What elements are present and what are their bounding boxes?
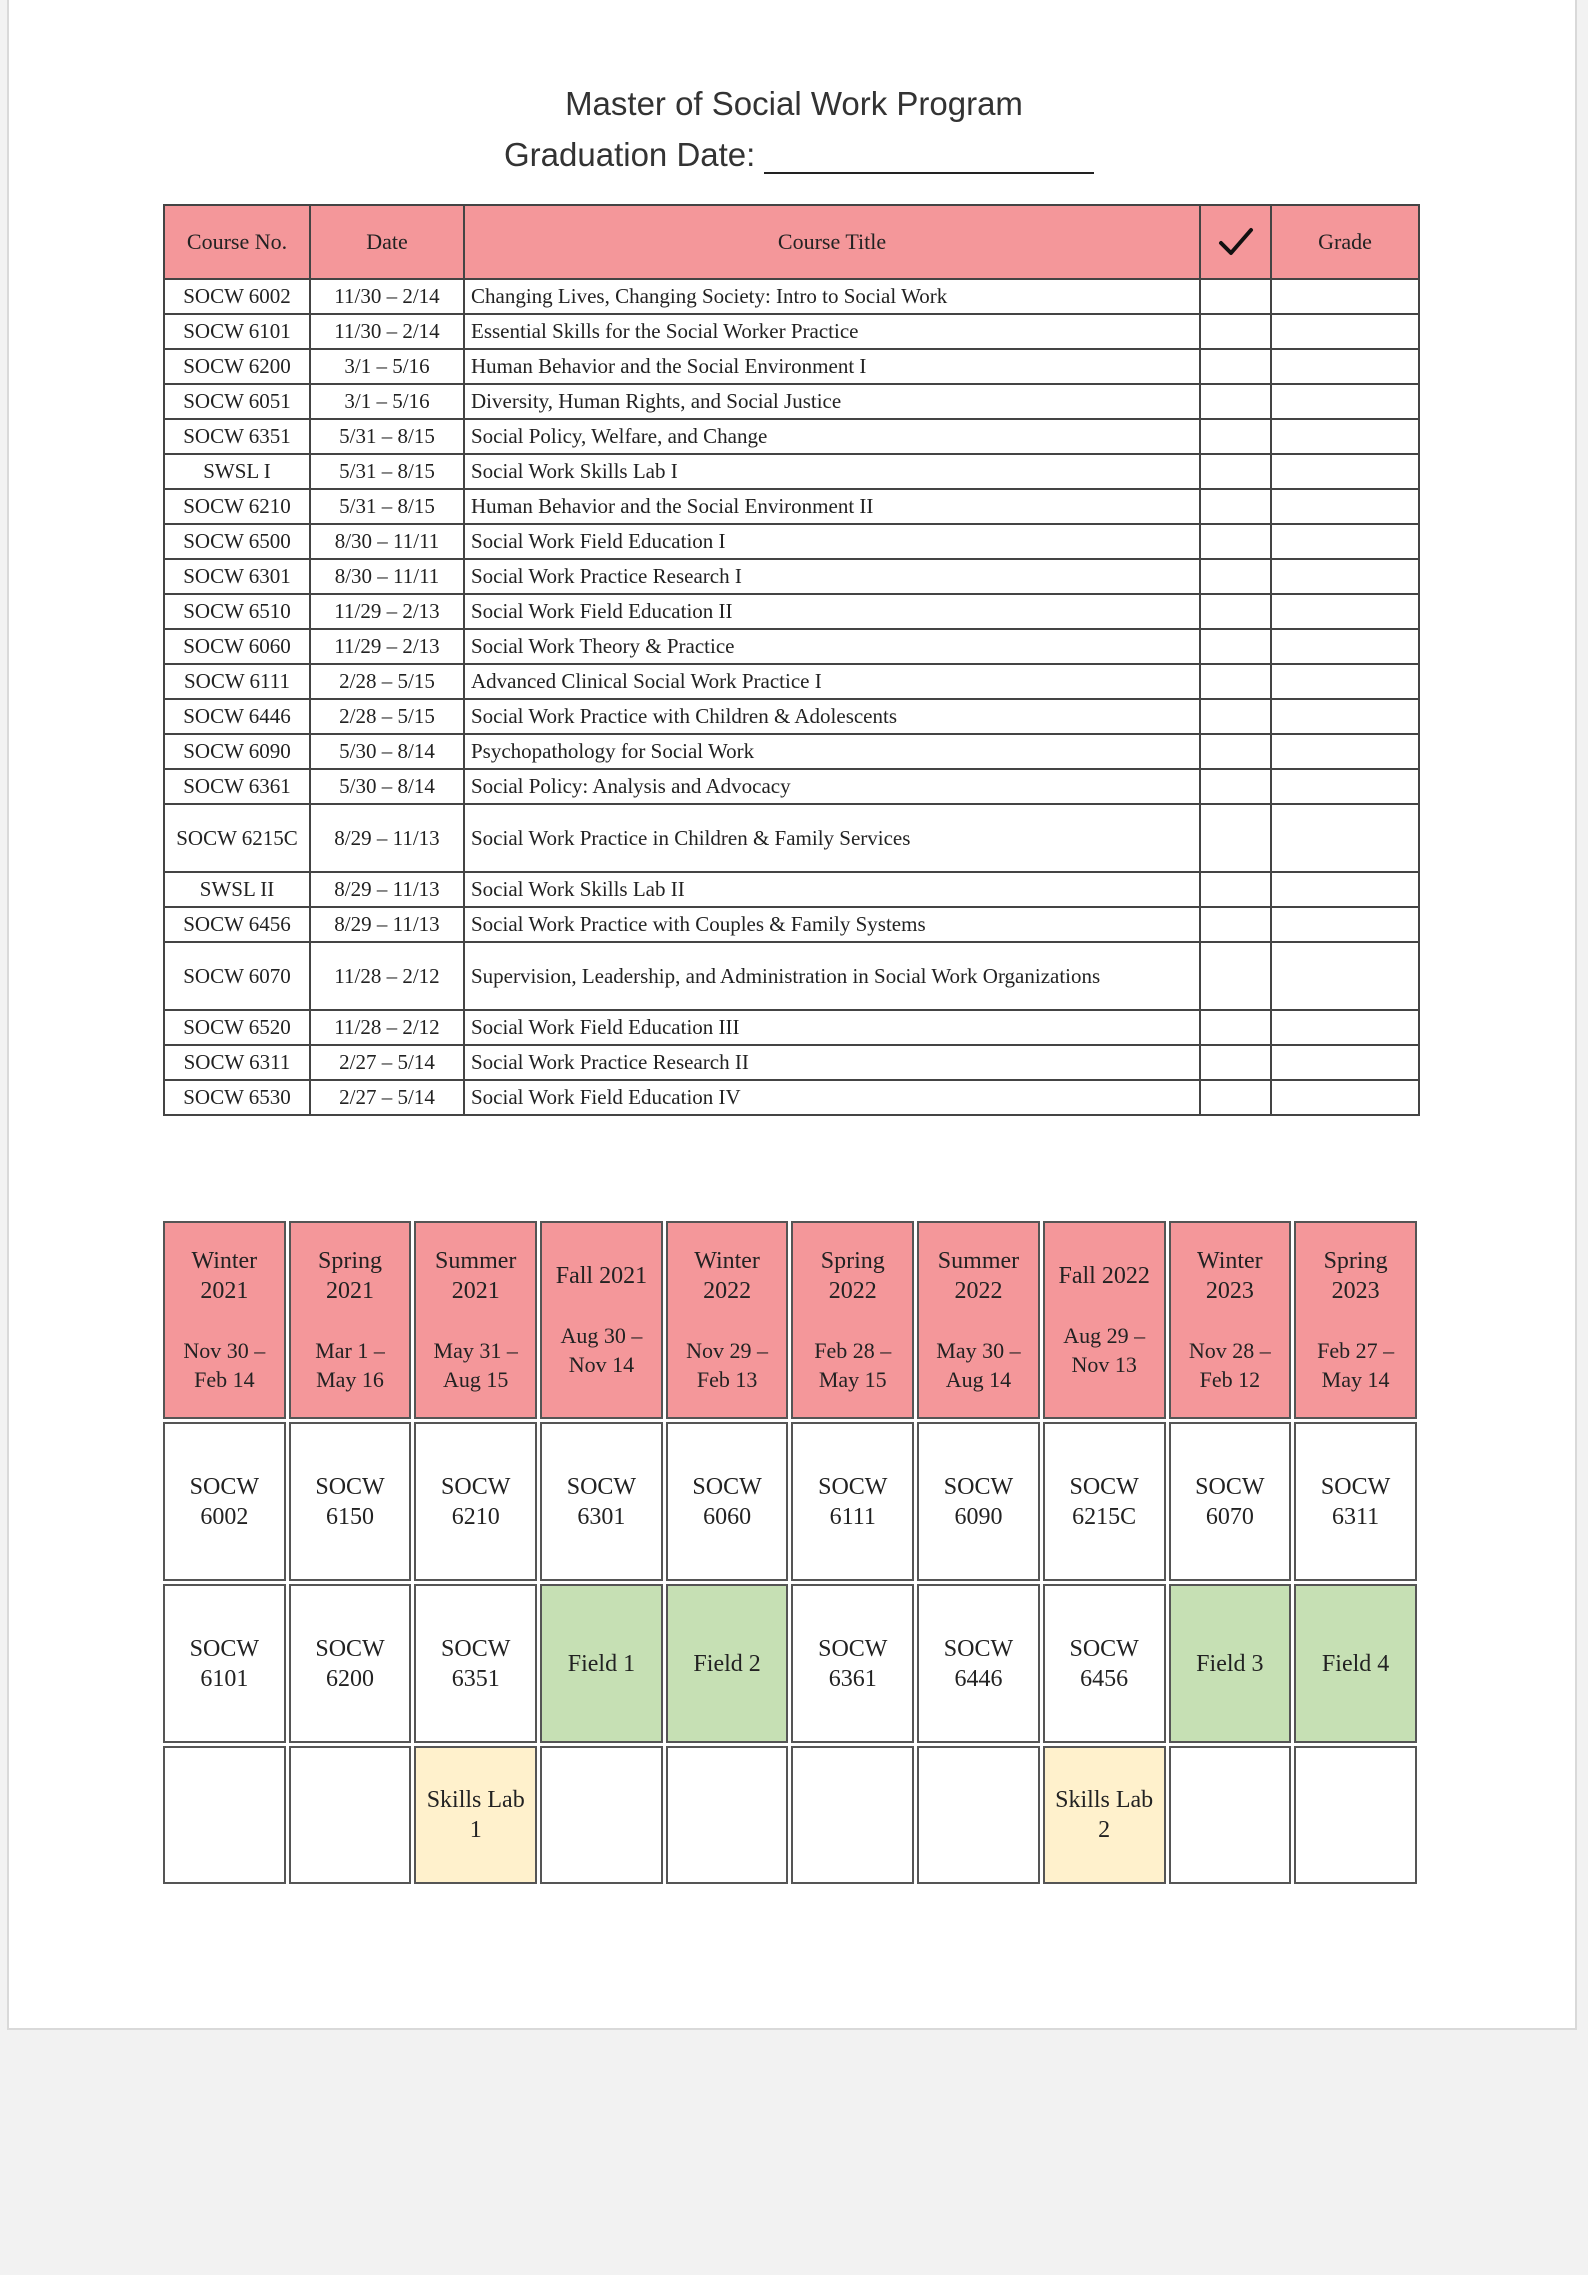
check-cell[interactable]	[1200, 559, 1271, 594]
table-row	[164, 314, 1419, 349]
schedule-cell-label: SOCW 6351	[441, 1635, 511, 1692]
schedule-cell	[1294, 1584, 1417, 1743]
course-table	[163, 204, 1420, 1116]
course-title-cell: Social Work Field Education III	[464, 1010, 1200, 1045]
term-header-cell	[791, 1221, 914, 1419]
schedule-cell	[666, 1422, 789, 1581]
term-name: Winter 2022	[694, 1248, 760, 1304]
check-header	[1200, 205, 1271, 279]
term-date-range: Feb 27 – May 14	[1317, 1338, 1395, 1392]
schedule-cell	[414, 1584, 537, 1743]
grade-cell[interactable]	[1271, 489, 1419, 524]
grade-cell[interactable]	[1271, 769, 1419, 804]
term-name: Spring 2021	[318, 1248, 383, 1304]
course-title-cell: Social Work Field Education IV	[464, 1080, 1200, 1115]
schedule-cell	[1294, 1746, 1417, 1884]
date-cell: 11/30 – 2/14	[310, 279, 464, 314]
date-cell: 11/29 – 2/13	[310, 594, 464, 629]
schedule-row	[163, 1746, 1417, 1884]
schedule-cell-label: SOCW 6301	[566, 1473, 637, 1530]
date-header: Date	[310, 205, 464, 279]
course-no-cell: SOCW 6070	[164, 942, 310, 1010]
grade-cell[interactable]	[1271, 314, 1419, 349]
graduation-date-label: Graduation Date:	[504, 136, 756, 173]
schedule-cell-label: SOCW 6200	[315, 1635, 385, 1692]
check-cell[interactable]	[1200, 734, 1271, 769]
grade-cell[interactable]	[1271, 384, 1419, 419]
grade-cell[interactable]	[1271, 699, 1419, 734]
table-row	[164, 1010, 1419, 1045]
schedule-cell-label: SOCW 6101	[189, 1635, 260, 1692]
grade-cell[interactable]	[1271, 1045, 1419, 1080]
schedule-cell	[163, 1584, 286, 1743]
check-cell[interactable]	[1200, 489, 1271, 524]
course-title-cell: Supervision, Leadership, and Administration in Social Work Organizations	[464, 942, 1200, 1010]
course-title-cell: Social Work Practice with Children & Adolescents	[464, 699, 1200, 734]
check-cell[interactable]	[1200, 279, 1271, 314]
term-name: Summer 2022	[937, 1248, 1020, 1304]
term-date-range: May 30 – Aug 14	[936, 1338, 1021, 1392]
course-no-cell: SOCW 6500	[164, 524, 310, 559]
table-row	[164, 734, 1419, 769]
course-no-cell: SOCW 6311	[164, 1045, 310, 1080]
schedule-cell	[163, 1422, 286, 1581]
term-header-cell	[1294, 1221, 1417, 1419]
schedule-cell	[1169, 1746, 1292, 1884]
grade-cell[interactable]	[1271, 279, 1419, 314]
term-header-cell	[666, 1221, 789, 1419]
term-name: Summer 2021	[435, 1248, 517, 1304]
table-row	[164, 907, 1419, 942]
course-title-cell: Diversity, Human Rights, and Social Justice	[464, 384, 1200, 419]
graduation-date-blank[interactable]	[764, 172, 1094, 174]
check-cell[interactable]	[1200, 594, 1271, 629]
date-cell: 2/28 – 5/15	[310, 664, 464, 699]
check-cell[interactable]	[1200, 524, 1271, 559]
table-row	[164, 524, 1419, 559]
table-row	[164, 1045, 1419, 1080]
date-cell: 11/30 – 2/14	[310, 314, 464, 349]
grade-cell[interactable]	[1271, 524, 1419, 559]
grade-header: Grade	[1271, 205, 1419, 279]
schedule-cell	[791, 1584, 914, 1743]
grade-cell[interactable]	[1271, 559, 1419, 594]
schedule-cell	[289, 1746, 412, 1884]
course-no-cell: SOCW 6530	[164, 1080, 310, 1115]
schedule-cell	[414, 1746, 537, 1884]
date-cell: 11/28 – 2/12	[310, 1010, 464, 1045]
term-date-range: Aug 30 – Nov 14	[560, 1323, 643, 1377]
date-cell: 3/1 – 5/16	[310, 349, 464, 384]
schedule-cell-label: SOCW 6111	[818, 1473, 888, 1530]
schedule-cell	[666, 1746, 789, 1884]
check-cell[interactable]	[1200, 1080, 1271, 1115]
course-no-cell: SOCW 6051	[164, 384, 310, 419]
schedule-cell	[289, 1422, 412, 1581]
course-no-cell: SWSL II	[164, 872, 310, 907]
schedule-row	[163, 1584, 1417, 1743]
schedule-cell-label: Skills Lab 2	[1055, 1787, 1154, 1843]
course-title-cell: Social Work Skills Lab I	[464, 454, 1200, 489]
course-no-cell: SWSL I	[164, 454, 310, 489]
term-schedule-grid	[160, 1218, 1420, 1887]
schedule-cell	[666, 1584, 789, 1743]
course-title-cell: Human Behavior and the Social Environment II	[464, 489, 1200, 524]
course-no-cell: SOCW 6060	[164, 629, 310, 664]
schedule-cell-label: Skills Lab 1	[426, 1787, 525, 1843]
schedule-cell	[1043, 1422, 1166, 1581]
term-name: Spring 2022	[820, 1248, 885, 1304]
grade-cell[interactable]	[1271, 349, 1419, 384]
date-cell: 5/30 – 8/14	[310, 734, 464, 769]
course-no-header: Course No.	[164, 205, 310, 279]
schedule-cell-label: SOCW 6150	[315, 1473, 385, 1530]
course-title-cell: Social Work Practice with Couples & Family Systems	[464, 907, 1200, 942]
table-row	[164, 804, 1419, 872]
course-no-cell: SOCW 6456	[164, 907, 310, 942]
schedule-cell	[1169, 1584, 1292, 1743]
schedule-cell	[1169, 1422, 1292, 1581]
date-cell: 11/28 – 2/12	[310, 942, 464, 1010]
check-icon	[1216, 222, 1256, 262]
table-row	[164, 349, 1419, 384]
grade-cell[interactable]	[1271, 629, 1419, 664]
check-cell[interactable]	[1200, 907, 1271, 942]
course-title-cell: Psychopathology for Social Work	[464, 734, 1200, 769]
term-header-cell	[163, 1221, 286, 1419]
date-cell: 8/30 – 11/11	[310, 524, 464, 559]
course-title-cell: Social Work Practice Research I	[464, 559, 1200, 594]
schedule-cell-label: SOCW 6070	[1195, 1473, 1265, 1530]
schedule-cell	[540, 1584, 663, 1743]
schedule-cell	[414, 1422, 537, 1581]
table-row	[164, 384, 1419, 419]
course-title-cell: Changing Lives, Changing Society: Intro to Social Work	[464, 279, 1200, 314]
course-table-header	[164, 205, 1419, 279]
schedule-cell-label: Field 2	[693, 1650, 761, 1677]
date-cell: 8/29 – 11/13	[310, 907, 464, 942]
grade-cell[interactable]	[1271, 804, 1419, 872]
check-cell[interactable]	[1200, 699, 1271, 734]
table-row	[164, 489, 1419, 524]
term-date-range: May 31 – Aug 15	[433, 1338, 518, 1392]
date-cell: 8/29 – 11/13	[310, 804, 464, 872]
term-date-range: Nov 28 – Feb 12	[1188, 1338, 1271, 1392]
term-name: Winter 2023	[1197, 1248, 1263, 1304]
course-no-cell: SOCW 6215C	[164, 804, 310, 872]
schedule-cell-label: SOCW 6210	[441, 1473, 511, 1530]
grade-cell[interactable]	[1271, 594, 1419, 629]
check-cell[interactable]	[1200, 872, 1271, 907]
check-cell[interactable]	[1200, 454, 1271, 489]
course-no-cell: SOCW 6200	[164, 349, 310, 384]
schedule-cell-label: SOCW 6090	[943, 1473, 1014, 1530]
table-row	[164, 454, 1419, 489]
check-cell[interactable]	[1200, 1045, 1271, 1080]
term-header-row	[163, 1221, 1417, 1419]
schedule-cell-label: SOCW 6361	[818, 1635, 888, 1692]
course-no-cell: SOCW 6111	[164, 664, 310, 699]
schedule-cell	[163, 1746, 286, 1884]
grade-cell[interactable]	[1271, 872, 1419, 907]
schedule-cell	[289, 1584, 412, 1743]
date-cell: 2/28 – 5/15	[310, 699, 464, 734]
term-date-range: Aug 29 – Nov 13	[1063, 1323, 1146, 1377]
schedule-cell-label: SOCW 6215C	[1069, 1473, 1139, 1530]
course-title-cell: Social Work Practice in Children & Family Services	[464, 804, 1200, 872]
date-cell: 5/31 – 8/15	[310, 454, 464, 489]
term-header-cell	[1043, 1221, 1166, 1419]
table-row	[164, 769, 1419, 804]
schedule-cell-label: SOCW 6446	[943, 1635, 1014, 1692]
schedule-cell	[1043, 1584, 1166, 1743]
term-name: Winter 2021	[191, 1248, 258, 1304]
term-header-cell	[414, 1221, 537, 1419]
check-cell[interactable]	[1200, 664, 1271, 699]
schedule-cell	[791, 1746, 914, 1884]
date-cell: 3/1 – 5/16	[310, 384, 464, 419]
course-no-cell: SOCW 6351	[164, 419, 310, 454]
term-header-cell	[1169, 1221, 1292, 1419]
table-row	[164, 559, 1419, 594]
grade-cell[interactable]	[1271, 419, 1419, 454]
course-title-cell: Social Work Theory & Practice	[464, 629, 1200, 664]
check-cell[interactable]	[1200, 769, 1271, 804]
table-row	[164, 419, 1419, 454]
table-row	[164, 942, 1419, 1010]
check-cell[interactable]	[1200, 804, 1271, 872]
term-name: Fall 2021	[555, 1263, 648, 1289]
course-no-cell: SOCW 6301	[164, 559, 310, 594]
course-no-cell: SOCW 6361	[164, 769, 310, 804]
check-cell[interactable]	[1200, 384, 1271, 419]
date-cell: 5/31 – 8/15	[310, 489, 464, 524]
date-cell: 2/27 – 5/14	[310, 1080, 464, 1115]
date-cell: 11/29 – 2/13	[310, 629, 464, 664]
course-title-cell: Social Work Field Education I	[464, 524, 1200, 559]
course-no-cell: SOCW 6101	[164, 314, 310, 349]
check-cell[interactable]	[1200, 419, 1271, 454]
course-no-cell: SOCW 6210	[164, 489, 310, 524]
page-title: Master of Social Work Program	[565, 85, 1023, 122]
date-cell: 8/30 – 11/11	[310, 559, 464, 594]
schedule-cell-label: Field 4	[1321, 1650, 1390, 1677]
course-title-header: Course Title	[464, 205, 1200, 279]
course-title-cell: Advanced Clinical Social Work Practice I	[464, 664, 1200, 699]
course-no-cell: SOCW 6090	[164, 734, 310, 769]
grade-cell[interactable]	[1271, 454, 1419, 489]
schedule-cell-label: Field 1	[567, 1650, 636, 1677]
table-row	[164, 594, 1419, 629]
course-title-cell: Social Work Field Education II	[464, 594, 1200, 629]
schedule-cell-label: Field 3	[1196, 1650, 1264, 1677]
course-no-cell: SOCW 6002	[164, 279, 310, 314]
term-date-range: Mar 1 – May 16	[315, 1338, 385, 1392]
table-row	[164, 872, 1419, 907]
table-row	[164, 699, 1419, 734]
check-cell[interactable]	[1200, 629, 1271, 664]
schedule-cell	[917, 1584, 1040, 1743]
grade-cell[interactable]	[1271, 664, 1419, 699]
course-title-cell: Essential Skills for the Social Worker Practice	[464, 314, 1200, 349]
date-cell: 5/30 – 8/14	[310, 769, 464, 804]
term-header-cell	[917, 1221, 1040, 1419]
check-cell[interactable]	[1200, 314, 1271, 349]
term-date-range: Feb 28 – May 15	[814, 1338, 892, 1392]
schedule-row	[163, 1422, 1417, 1581]
term-header-cell	[540, 1221, 663, 1419]
grade-cell[interactable]	[1271, 734, 1419, 769]
date-cell: 8/29 – 11/13	[310, 872, 464, 907]
term-header-cell	[289, 1221, 412, 1419]
schedule-cell-label: SOCW 6456	[1069, 1635, 1139, 1692]
schedule-cell	[1294, 1422, 1417, 1581]
schedule-cell-label: SOCW 6060	[692, 1473, 762, 1530]
grade-cell[interactable]	[1271, 1080, 1419, 1115]
term-date-range: Nov 30 – Feb 14	[183, 1338, 266, 1392]
schedule-cell-label: SOCW 6002	[189, 1473, 260, 1530]
term-name: Fall 2022	[1058, 1263, 1150, 1289]
course-no-cell: SOCW 6520	[164, 1010, 310, 1045]
schedule-cell-label: SOCW 6311	[1320, 1473, 1391, 1530]
table-row	[164, 279, 1419, 314]
course-title-cell: Social Policy: Analysis and Advocacy	[464, 769, 1200, 804]
table-row	[164, 1080, 1419, 1115]
grade-cell[interactable]	[1271, 907, 1419, 942]
schedule-cell	[917, 1746, 1040, 1884]
schedule-cell	[540, 1746, 663, 1884]
grade-cell[interactable]	[1271, 942, 1419, 1010]
table-row	[164, 629, 1419, 664]
check-cell[interactable]	[1200, 349, 1271, 384]
course-title-cell: Human Behavior and the Social Environment I	[464, 349, 1200, 384]
course-no-cell: SOCW 6510	[164, 594, 310, 629]
course-title-cell: Social Policy, Welfare, and Change	[464, 419, 1200, 454]
schedule-cell	[791, 1422, 914, 1581]
course-title-cell: Social Work Practice Research II	[464, 1045, 1200, 1080]
term-date-range: Nov 29 – Feb 13	[686, 1338, 769, 1392]
schedule-cell	[917, 1422, 1040, 1581]
check-cell[interactable]	[1200, 942, 1271, 1010]
term-name: Spring 2023	[1323, 1248, 1388, 1304]
grade-cell[interactable]	[1271, 1010, 1419, 1045]
course-title-cell: Social Work Skills Lab II	[464, 872, 1200, 907]
check-cell[interactable]	[1200, 1010, 1271, 1045]
course-no-cell: SOCW 6446	[164, 699, 310, 734]
schedule-cell	[540, 1422, 663, 1581]
schedule-cell	[1043, 1746, 1166, 1884]
table-row	[164, 664, 1419, 699]
date-cell: 5/31 – 8/15	[310, 419, 464, 454]
date-cell: 2/27 – 5/14	[310, 1045, 464, 1080]
